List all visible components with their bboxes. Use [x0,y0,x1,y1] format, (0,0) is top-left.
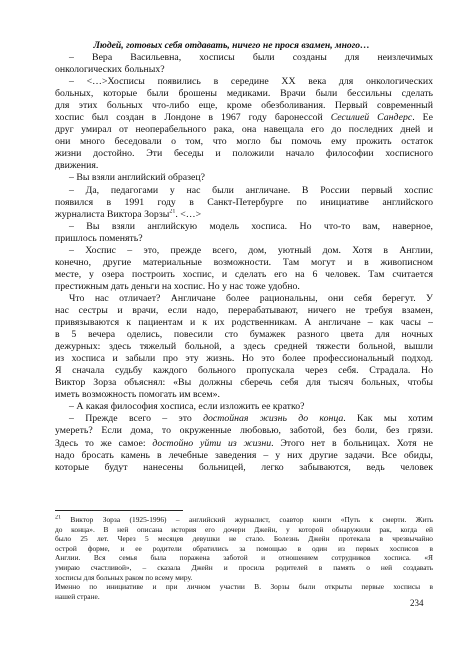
text-line: журналиста Виктора Зорзы$^{21}$. <…> [55,208,202,220]
text-line: – Вы взяли английскую модель хосписа. Но что-то вам, наверное, [69,220,433,232]
text-line: жизни достойно. Эти беседы и положили начало философии хосписного [55,148,433,160]
footnote-divider [55,510,183,511]
text-line: больных, которые были брошены медиками. Врачи были бессильны сделать [55,88,433,100]
text-line: – Вы взяли английский образец? [69,172,205,184]
text-line: надо бросать камень в лечебные заведения – у них другие задачи. Все обиды, [55,449,433,461]
footnote-line: хосписы для больных раком по всему миру. [55,572,193,582]
footnote-line: нашей стране. [55,591,100,601]
text-line: – <…>Хосписы появились в середине XX века для онкологических [69,76,433,88]
text-line: пришлось поменять? [55,232,143,244]
text-line: – Прежде всего – это достойная жизнь до конца. Как мы хотим [69,413,433,425]
text-line: появился в 1991 году в Санкт-Петербурге по инициативе английского [55,196,433,208]
text-line: Я сначала судьбу каждого больного пропускала через себя. Страдала. Но [55,365,433,377]
footnote-line: $^{21}$ Виктор Зорза (1925-1996) – английский журналист, соавтор книги «Путь к смерти. Жить [55,515,433,524]
text-line: месте, у озера построить хоспис, и сделать его на 6 человек. Там считается [55,268,433,280]
text-line: – Хоспис – это, прежде всего, дом, уютный дом. Хотя в Англии, [69,244,433,256]
text-line: конечно, другие материальные возможности. Там могут и в живописном [55,256,433,268]
footnote-line: Англии. Вся семья была поражена заботой и отношением сотрудников хосписа. «Я [55,553,433,563]
main-text [55,52,433,474]
footnote [55,515,433,601]
text-line: дежурных: здесь тяжелый больной, а здесь средней тяжести больной, вышли [55,341,433,353]
text-line: которые будут нанесены больницей, легко забываются, ведь человек [55,461,433,473]
text-line: они много беседовали о том, что могло бы помочь ему прожить остаток [55,136,433,148]
footnote-line: умираю счастливой», – сказала Джейн и просила родителей в память о ней создавать [55,562,433,572]
text-line: в 5 вечера оделись, повесили сто бумажек разного цвета для ночных [55,329,433,341]
footnote-line: было 25 лет. Через 5 месяцев девушки не стало. Болезнь Джейн протекала в чрезвычайно [55,534,433,544]
text-line: умереть? Если дома, то окруженные любовью, заботой, без боли, без грязи. [55,425,433,437]
text-line: движения. [55,160,99,172]
section-heading: Людей, готовых себя отдавать, ничего не прося взамен, много… [93,40,370,51]
text-line: – А какая философия хосписа, если изложить ее кратко? [69,401,305,413]
footnote-line: острой форме, и ее родители обратились за помощью в один из первых хосписов в [55,543,433,553]
page-number: 234 [410,598,424,608]
text-line: привязываются к пациентам и к их родственникам. А англичане – как часы – [55,317,433,329]
text-line: престижным дать деньги на хоспис. Но у нас тоже удобно. [55,280,300,292]
footnote-line: до конца». В ней описана история его дочери Джейн, у которой обнаружили рак, когда ей [55,524,433,534]
text-line: – Вера Васильевна, хосписы были созданы для неизлечимых [69,52,433,63]
text-line: нас сестры и врачи, если надо, перерабатывают, ничего не требуя взамен, [55,304,433,316]
text-line: – Да, педагогами у нас были англичане. В России первый хоспис [69,184,433,196]
text-line: хоспис был создан в Лондоне в 1967 году баронессой Сесилией Сандерс. Ее [55,112,433,124]
text-line: Виктор Зорза объяснял: «Вы должны сберечь себя для тысяч больных, чтобы [55,377,433,389]
text-line: друг умирал от неоперабельного рака, она навещала его до последних дней и [55,124,433,136]
text-line: Что нас отличает? Англичане более рациональны, они себя берегут. У [69,292,433,304]
footnote-line: Именно по инициативе и при личном участии В. Зорзы были открыты первые хосписы в [55,582,433,592]
text-line: Здесь то же самое: достойно уйти из жизни. Этого нет в больницах. Хотя не [55,437,433,449]
text-line: онкологических больных? [55,64,165,76]
text-line: иметь возможность помогать им всем». [55,389,220,401]
text-line: для этих больных что-либо еще, кроме обезболивания. Первый современный [55,100,433,112]
text-line: из хосписа и забыли про эту жизнь. Но это более профессиональный подход. [55,353,433,365]
